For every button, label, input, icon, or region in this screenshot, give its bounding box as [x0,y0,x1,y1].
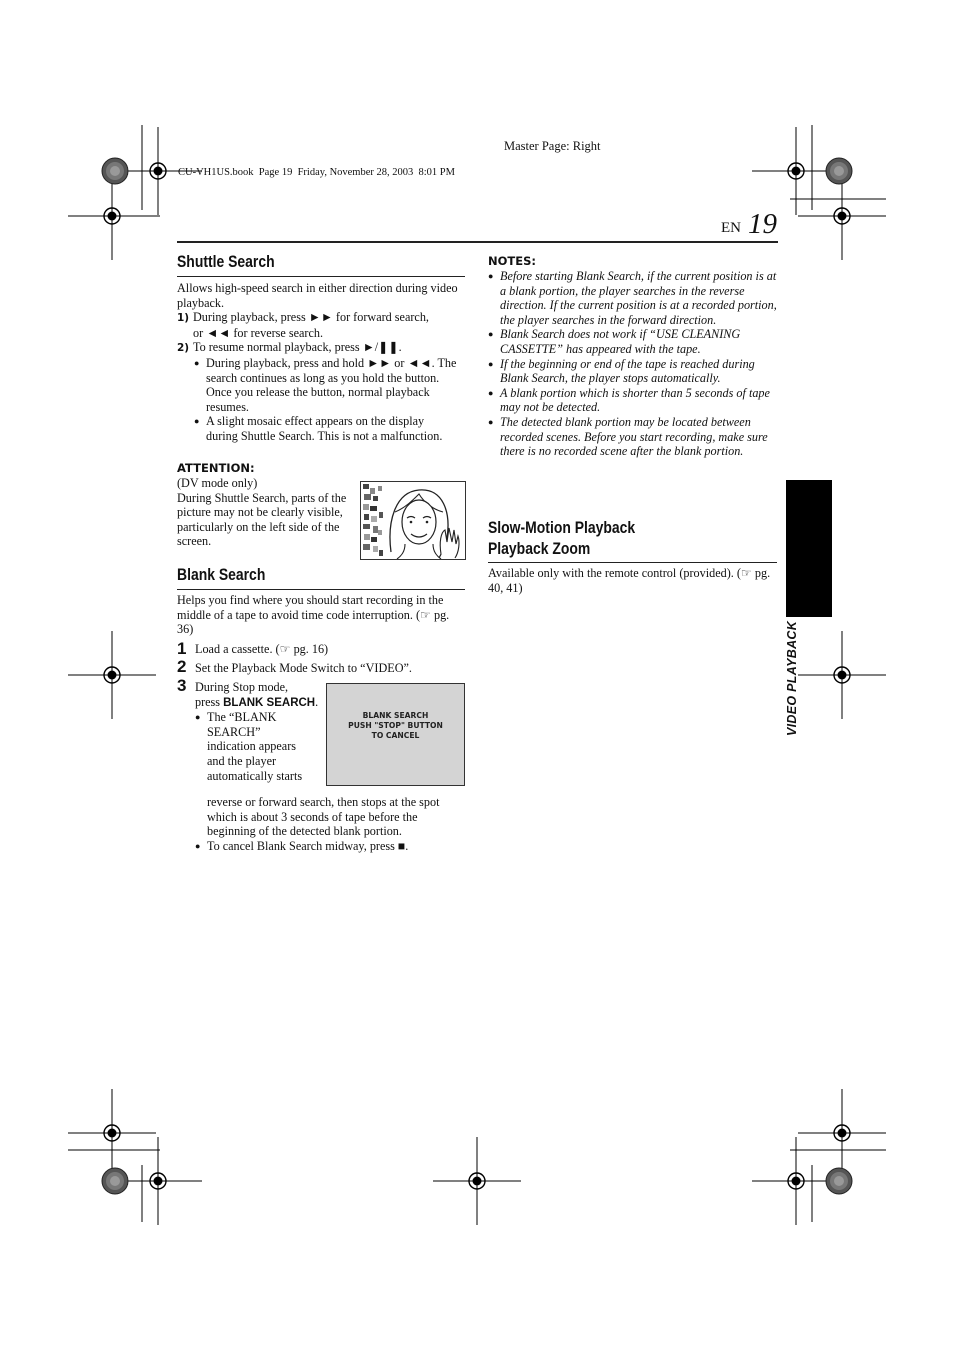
side-tab [786,480,832,617]
shuttle-step-2 [177,340,469,356]
slow-motion-heading [488,517,635,559]
blank-step-1-number: 1 [177,639,187,658]
blank-rule [177,589,465,590]
blank-step-2-number: 2 [177,657,187,676]
notes-heading: NOTES: [488,254,536,268]
blank-step-3-line-a: During Stop mode, [195,680,289,694]
note-item: ● Before starting Blank Search, if the current position is at a blank portion, the player searches in the reverse direction. If the current position is at a recorded portion, the player searches in the forward direction. [488,269,778,327]
blank-step-1-text: Load a cassette. (☞ pg. 16) [195,642,329,656]
file-stamp: CU-VH1US.book Page 19 Friday, November 28, 2003 8:01 PM [178,167,455,178]
screen-line-2: PUSH "STOP" BUTTON [348,721,443,730]
note-item: ● Blank Search does not work if “USE CLEANING CASSETTE” has appeared with the tape. [488,327,778,356]
blank-step-3-number: 3 [177,676,187,695]
blank-step-3-end: . [315,694,319,709]
blank-step-3-line-b [195,695,320,711]
mosaic-face-graphic [361,482,465,559]
blank-step-2-text: Set the Playback Mode Switch to “VIDEO”. [195,661,412,675]
page-number: 19 [748,208,777,240]
blank-search-button-label: BLANK SEARCH [223,696,316,709]
shuttle-bullet-1: ● During playback, press and hold ►► or ◄◄. The search continues as long as you hold the button. Once you release the button, normal playback resumes. [194,356,458,414]
blank-bullet-2-wrap [195,839,463,854]
shuttle-rule [177,276,465,277]
blank-bullet-2: ● To cancel Blank Search midway, press ■. [195,839,463,854]
shuttle-search-heading: Shuttle Search [177,252,275,271]
language-label: EN [721,220,741,236]
attention-heading: ATTENTION: [177,461,255,475]
blank-step-3 [195,680,320,783]
slow-motion-rule [488,562,777,563]
note-item: ● If the beginning or end of the tape is reached during Blank Search, the player stops automatically. [488,357,778,386]
screen-line-3: TO CANCEL [371,731,420,740]
side-tab-label: VIDEO PLAYBACK [785,620,799,736]
shuttle-step-2-text: To resume normal playback, press ►/❚❚. [193,340,402,355]
note-item: ● A blank portion which is shorter than 5 seconds of tape may not be detected. [488,386,778,415]
mosaic-face-illustration [360,481,466,560]
playback-zoom-title: Playback Zoom [488,539,591,558]
shuttle-step-1-text-b: or ◄◄ for reverse search. [193,325,324,340]
notes-list [488,269,778,459]
master-page-label: Master Page: Right [504,139,601,153]
blank-step-3-press: press [195,694,224,709]
shuttle-step-2-number: 2) [177,342,190,355]
header-rule [177,241,778,243]
attention-mode: (DV mode only) [177,476,258,490]
blank-search-heading: Blank Search [177,565,266,584]
blank-bullet-1-top: ● The “BLANK SEARCH” indication appears and the player automatically starts [195,710,311,783]
shuttle-step-1-text-a: During playback, press ►► for forward search, [193,310,429,325]
slow-motion-text: Available only with the remote control (provided). (☞ pg. 40, 41) [488,566,771,595]
screen-line-1: BLANK SEARCH [362,711,429,720]
blank-search-screen [326,683,465,786]
shuttle-intro: Allows high-speed search in either direction during video playback. [177,281,458,310]
shuttle-search-section [177,281,469,444]
attention-block [177,476,353,549]
blank-intro: Helps you find where you should start recording in the middle of a tape to avoid time code interruption. (☞ pg. 36) [177,593,450,637]
blank-bullet-1-rest: reverse or forward search, then stops at the spot which is about 3 seconds of tape before the beginning of the detected blank portion. [207,795,440,839]
shuttle-bullet-2: ● A slight mosaic effect appears on the display during Shuttle Search. This is not a malfunction. [194,414,458,443]
shuttle-step-1 [177,310,469,326]
note-item: ● The detected blank portion may be located between recorded scenes. Before you start recording, make sure there is no recorded scene after the blank portion. [488,415,778,459]
slow-motion-title: Slow-Motion Playback [488,518,636,537]
shuttle-step-1-number: 1) [177,312,190,325]
attention-text: During Shuttle Search, parts of the picture may not be clearly visible, particularly on the left side of the screen. [177,490,347,549]
